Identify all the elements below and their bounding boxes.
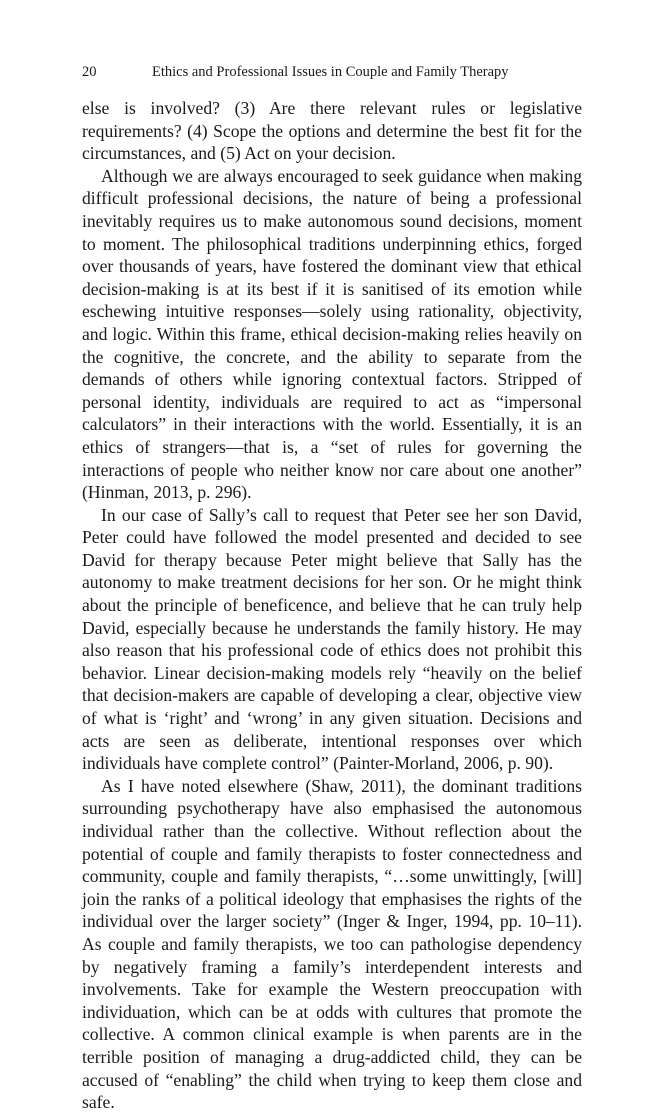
page-number: 20 xyxy=(82,64,97,80)
running-head xyxy=(82,62,582,82)
paragraph: Although we are always encouraged to seek guidance when making difficult professional decisions, the nature of being a professional inevitably requires us to make autonomous sound decisions, moment to moment. The philosophical traditions underpinning ethics, forged over thousands of years, have fostered the dominant view that ethical decision-making is at its best if it is sanitised of its emotion while eschewing intuitive responses—solely using rationality, objectivity, and logic. Within this frame, ethical decision-making relies heavily on the cognitive, the concrete, and the ability to separate from the demands of others while ignoring contextual factors. Stripped of personal identity, individuals are required to act as “impersonal calculators” in their interactions with the world. Essentially, it is an ethics of strangers—that is, a “set of rules for governing the interactions of people who neither know nor care about one another” (Hinman, 2013, p. 296). xyxy=(82,165,582,503)
paragraph-continued: else is involved? (3) Are there relevant rules or legislative requirements? (4) Scope the options and determine the best fit for the circumstances, and (5) Act on your decision. xyxy=(82,98,582,164)
paragraph: As I have noted elsewhere (Shaw, 2011), the dominant traditions surrounding psychotherapy have also emphasised the autonomous individual rather than the collective. Without reflection about the potential of couple and family therapists to foster connectedness and community, couple and family therapists, “…some unwittingly, [will] join the ranks of a political ideology that emphasises the rights of the individual over the larger society” (Inger & Inger, 1994, pp. 10–11). As couple and family therapists, we too can pathologise dependency by negatively framing a family’s interdependent interests and involvements. Take for example the Western preoccupation with individuation, which can be at odds with cultures that promote the collective. A common clinical example is when parents are in the terrible position of managing a drug-addicted child, they can be accused of “enabling” the child when trying to keep them close and safe. xyxy=(82,775,582,1113)
paragraph: In our case of Sally’s call to request that Peter see her son David, Peter could have followed the model presented and decided to see David for therapy because Peter might believe that Sally has the autonomy to make treatment decisions for her son. Or he might think about the principle of beneficence, and believe that he can truly help David, especially because he understands the family history. He may also reason that his professional code of ethics does not prohibit this behavior. Linear decision-making models rely “heavily on the belief that decision-makers are capable of developing a clear, objective view of what is ‘right’ and ‘wrong’ in any given situation. Decisions and acts are seen as deliberate, intentional responses over which individuals have complete control” (Painter-Morland, 2006, p. 90). xyxy=(82,504,582,774)
running-title: Ethics and Professional Issues in Couple and Family Therapy xyxy=(152,64,509,80)
body-text xyxy=(82,97,582,1114)
